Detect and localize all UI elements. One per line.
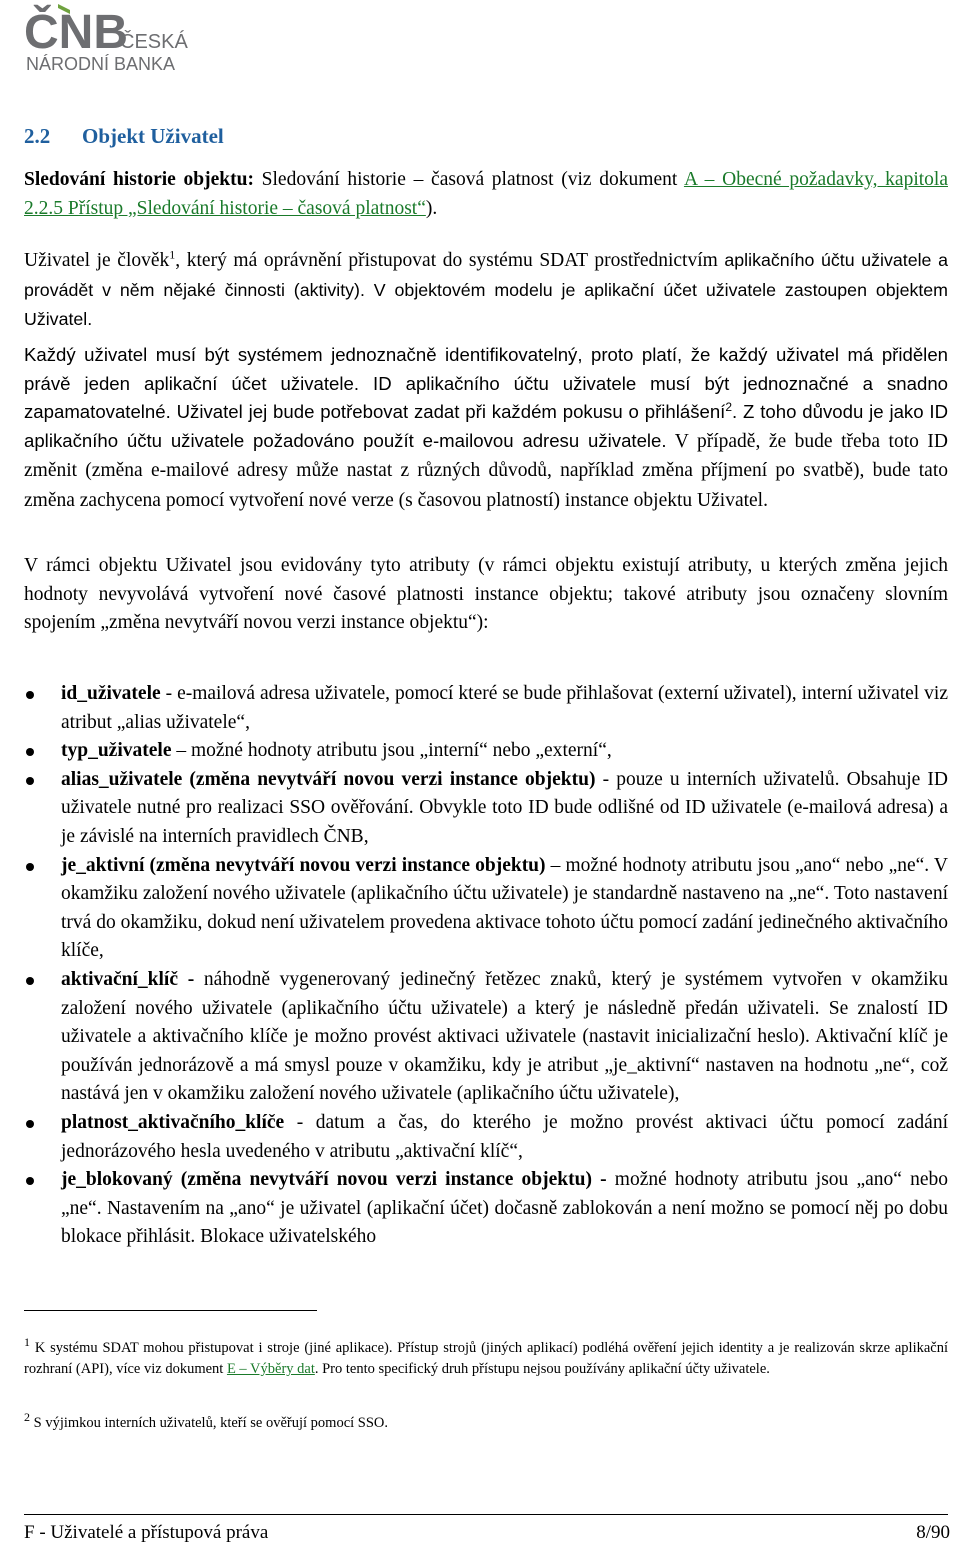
- para2-part2: . Z toho důvodu je jako ID aplikačního účtu uživatele požadováno použít e-mailovou adresu uživatele.: [24, 401, 948, 451]
- intro-paragraph: [24, 246, 948, 335]
- attribute-desc: - e-mailová adresa uživatele, pomocí které se bude přihlašovat (externí uživatel), interní uživatel viz atribut „alias uživatele“,: [61, 683, 948, 733]
- list-item: [24, 966, 948, 1109]
- footer-document-title: F - Uživatelé a přístupová práva: [24, 1522, 269, 1543]
- attribute-name: aktivační_klíč -: [61, 968, 195, 990]
- list-item: [24, 766, 948, 852]
- attribute-desc: - pouze u interních uživatelů. Obsahuje ID uživatele nutné pro realizaci SSO ověřování. Obvykle toto ID bude odlišné od ID uživatele (e-mailová adresa) a je závislé na interních pravidlech ČNB,: [61, 768, 948, 847]
- attribute-name: je_blokovaný (změna nevytváří novou verzi instance objektu) -: [61, 1169, 607, 1191]
- cnb-logo-graphic: [24, 2, 224, 74]
- attribute-desc: možné hodnoty atributu jsou „ano“ nebo „ne“. Nastavením na „ano“ je uživatel (aplikační účet) dočasně zablokován a není možno se pomocí něj po dobu blokace přihlásit. Blokace uživatelského: [61, 1169, 948, 1248]
- cnb-logo: [24, 2, 224, 74]
- footnote-ref-2[interactable]: 2: [725, 399, 733, 414]
- bullet-icon: [26, 863, 34, 871]
- footnote-2-text: S výjimkou interních uživatelů, kteří se ověřují pomocí SSO.: [30, 1415, 389, 1431]
- tracking-end: ).: [425, 197, 438, 219]
- footnote-1-end: . Pro tento specifický druh přístupu nejsou používány aplikační účty uživatele.: [314, 1361, 770, 1377]
- list-item: [24, 1109, 948, 1166]
- attribute-desc: náhodně vygenerovaný jedinečný řetězec znaků, který je systémem vytvořen v okamžiku založení nového uživatele (aplikačního účtu uživatele) a který je následně předán uživateli. Se znalostí ID uživatele a aktivačního klíče je možno provést aktivaci uživatele (nastavit inicializační heslo). Aktivační klíč je používán jednorázově a má smysl pouze v okamžiku, kdy je atribut „je_aktivní“ nastaven na hodnotu „ne“, což nastává jen v okamžiku založení nového uživatele (aplikačního účtu uživatele),: [61, 968, 948, 1105]
- intro-part2: , který má oprávnění přistupovat do systému SDAT prostřednictvím: [175, 250, 725, 271]
- footnote-1-link[interactable]: E – Výběry dat: [226, 1361, 315, 1377]
- attribute-name: id_uživatele: [61, 683, 161, 704]
- uniqueness-paragraph: [24, 341, 948, 515]
- intro-part1: Uživatel je člověk: [24, 250, 170, 271]
- list-item: [24, 852, 948, 966]
- attribute-name: typ_uživatele: [61, 740, 172, 762]
- attributes-intro-paragraph: V rámci objektu Uživatel jsou evidovány tyto atributy (v rámci objektu existují atributy, u kterých změna jejich hodnoty nevyvolává vytvoření nové časové platnosti instance objektu; takové atributy jsou označeny slovním spojením „změna nevytváří novou verzi instance objektu“):: [24, 555, 948, 633]
- para2-part1: Každý uživatel musí být systémem jednoznačně identifikovatelný, proto platí, že každý uživatel má přidělen právě jeden aplikační účet uživatele. ID aplikačního účtu uživatele musí být jednoznačné a snadno zapamatovatelné. Uživatel jej bude potřebovat zadat při každém pokusu o přihlášení: [24, 344, 948, 422]
- attribute-name: alias_uživatele (změna nevytváří novou verzi instance objektu): [61, 768, 596, 790]
- tracking-link[interactable]: A – Obecné požadavky, kapitola 2.2.5 Přístup „Sledování historie – časová platnost“: [24, 169, 948, 219]
- footnote-1-number: 1: [24, 1335, 30, 1350]
- bullet-icon: [26, 1177, 34, 1185]
- section-number: 2.2: [24, 124, 51, 148]
- footnote-2: [24, 1410, 948, 1434]
- logo-line2: NÁRODNÍ BANKA: [26, 54, 176, 74]
- bullet-icon: [26, 691, 34, 699]
- tracking-text: Sledování historie – časová platnost (viz dokument: [253, 169, 684, 190]
- attribute-desc: - datum a čas, do kterého je možno provést aktivaci účtu pomocí zadání jednorázového hesla uvedeného v atributu „aktivační klíč“,: [61, 1111, 948, 1162]
- logo-main-text: ČNB: [24, 6, 128, 59]
- list-item: [24, 1166, 948, 1252]
- bullet-icon: [26, 977, 34, 985]
- bullet-icon: [26, 748, 34, 756]
- attribute-desc: – možné hodnoty atributu jsou „ano“ nebo „ne“. V okamžiku založení nového uživatele (aplikačního účtu uživatele) je standardně nastaveno na „ne“. Toto nastavení trvá do okamžiku, dokud není uživatelem provedena aktivace tohoto účtu pomocí zadání jedinečného aktivačního klíče,: [61, 854, 949, 962]
- intro-part3: aplikačního účtu uživatele a provádět v něm nějaké činnosti (aktivity). V objektovém modelu je aplikační účet uživatele zastoupen objektem Uživatel.: [24, 250, 948, 329]
- footnote-ref-1[interactable]: 1: [169, 247, 176, 262]
- attribute-name: je_aktivní (změna nevytváří novou verzi instance objektu): [61, 854, 546, 876]
- attributes-list: [24, 680, 948, 1252]
- logo-line1: ČESKÁ: [120, 31, 188, 53]
- list-item: [24, 680, 948, 737]
- footnote-2-number: 2: [24, 1410, 30, 1425]
- para2-part3: V případě, že bude třeba toto ID změnit (změna e-mailové adresy může nastat z různých důvodů, například změna příjmení po svatbě), bude tato změna zachycena pomocí vytvoření nové verze (s časovou platností) instance objektu Uživatel.: [24, 430, 948, 511]
- list-item: [24, 737, 948, 766]
- section-title: Objekt Uživatel: [82, 124, 224, 148]
- section-heading: [24, 124, 224, 149]
- footnote-1-text: K systému SDAT mohou přistupovat i stroje (jiné aplikace). Přístup strojů (jiných aplikací) podléhá ověření jejich identity a je realizován skrze aplikační rozhraní (API), více viz dokument: [24, 1340, 948, 1377]
- footnote-separator: [24, 1310, 317, 1311]
- tracking-label: Sledování historie objektu:: [24, 169, 254, 190]
- attribute-name: platnost_aktivačního_klíče: [61, 1111, 285, 1133]
- footer-rule: [24, 1514, 948, 1515]
- footer-page-number: 8/90: [916, 1522, 950, 1543]
- tracking-paragraph: [24, 166, 948, 223]
- attribute-desc: – možné hodnoty atributu jsou „interní“ nebo „externí“,: [171, 740, 612, 762]
- bullet-icon: [26, 777, 34, 785]
- bullet-icon: [26, 1120, 34, 1128]
- footnote-1: [24, 1335, 948, 1380]
